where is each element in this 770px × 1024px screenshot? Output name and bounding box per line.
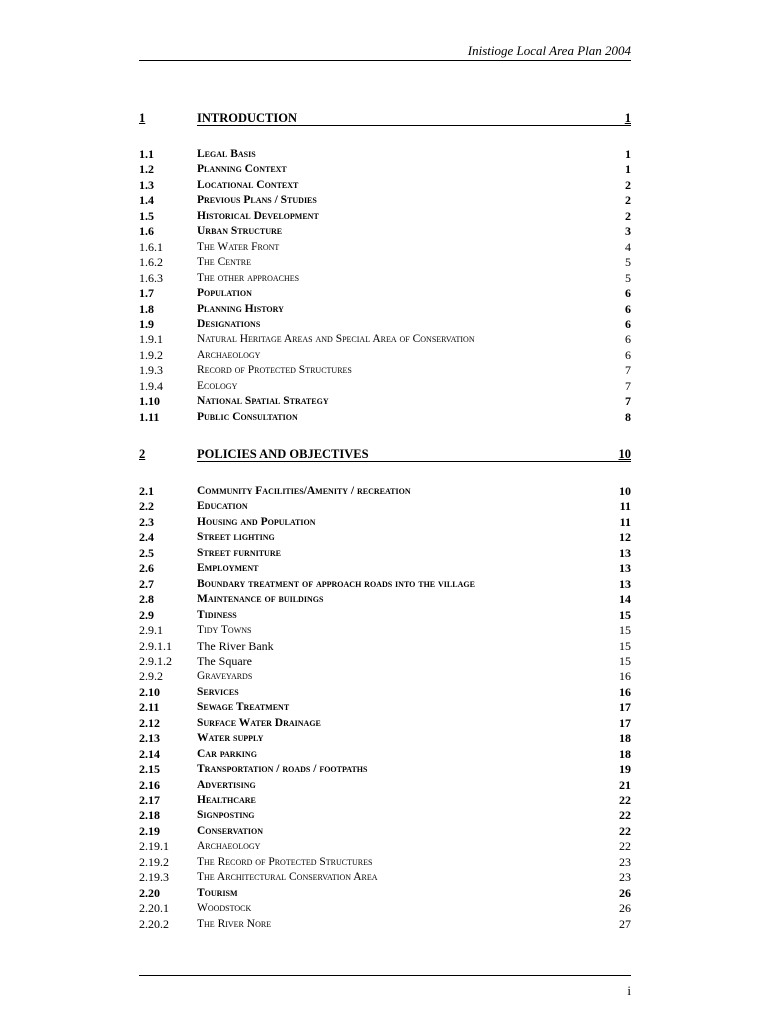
entry-number: 1.2: [139, 162, 154, 177]
toc-entry[interactable]: [139, 870, 631, 885]
entry-title: Graveyards: [197, 670, 253, 683]
entry-number: 2.9.1.2: [139, 653, 172, 668]
chapter-2-heading[interactable]: [139, 446, 631, 462]
entry-number: 1.11: [139, 409, 160, 424]
toc-entry[interactable]: [139, 530, 631, 545]
entry-title: Maintenance of buildings: [197, 593, 324, 606]
entry-page: 22: [619, 839, 631, 854]
toc-entry[interactable]: [139, 394, 631, 409]
entry-title: Natural Heritage Areas and Special Area of Conservation: [197, 333, 475, 346]
entry-number: 2.5: [139, 545, 154, 560]
toc-entry[interactable]: [139, 592, 631, 607]
entry-page: 6: [625, 347, 631, 362]
entry-number: 1.9: [139, 316, 154, 331]
entry-page: 12: [619, 530, 631, 545]
toc-entry[interactable]: [139, 824, 631, 839]
entry-page: 23: [619, 854, 631, 869]
entry-page: 15: [619, 623, 631, 638]
chapter-1-heading[interactable]: [139, 110, 631, 126]
entry-page: 17: [619, 715, 631, 730]
entry-page: 3: [625, 224, 631, 239]
toc-entry[interactable]: [139, 209, 631, 224]
toc-entry[interactable]: [139, 271, 631, 286]
entry-number: 2.19.1: [139, 839, 169, 854]
entry-page: 11: [619, 499, 631, 514]
entry-number: 2.7: [139, 576, 154, 591]
entry-number: 2.2: [139, 499, 154, 514]
toc-entry[interactable]: [139, 499, 631, 514]
entry-title: Locational Context: [197, 178, 299, 191]
entry-number: 1.6.3: [139, 270, 163, 285]
entry-page: 17: [619, 700, 631, 715]
entry-page: 6: [625, 316, 631, 331]
entry-title: Transportation / roads / footpaths: [197, 763, 368, 776]
entry-page: 7: [625, 378, 631, 393]
entry-page: 7: [625, 394, 631, 409]
entry-page: 6: [625, 332, 631, 347]
entry-title: Tidiness: [197, 608, 237, 621]
entry-title: The Architectural Conservation Area: [197, 871, 378, 884]
entry-page: 23: [619, 870, 631, 885]
entry-number: 1.1: [139, 147, 154, 161]
entry-page: 11: [619, 514, 631, 529]
toc-entry[interactable]: [139, 778, 631, 793]
entry-title: Surface Water Drainage: [197, 716, 321, 729]
entry-page: 15: [619, 607, 631, 622]
toc-entry[interactable]: [139, 286, 631, 301]
entry-title: Community Facilities/Amenity / recreation: [197, 485, 411, 497]
entry-title: Planning Context: [197, 163, 287, 176]
entry-number: 1.8: [139, 301, 154, 316]
entry-number: 2.9.1.1: [139, 638, 172, 653]
entry-title: The other approaches: [197, 271, 300, 284]
chapter-page: 10: [618, 447, 631, 461]
entry-title: Street furniture: [197, 546, 281, 559]
toc-entry[interactable]: [139, 410, 631, 425]
chapter-number: 2: [139, 447, 146, 461]
chapter-number: 1: [139, 111, 146, 125]
toc-entry[interactable]: [139, 302, 631, 317]
document-title: Inistioge Local Area Plan 2004: [467, 43, 631, 58]
toc-entry[interactable]: [139, 255, 631, 270]
toc-entry[interactable]: [139, 716, 631, 731]
entry-page: 8: [625, 409, 631, 424]
entry-number: 1.3: [139, 177, 154, 192]
entry-title: Archaeology: [197, 348, 261, 361]
entry-number: 1.6.2: [139, 255, 163, 270]
entry-page: 21: [619, 777, 631, 792]
entry-number: 2.13: [139, 731, 160, 746]
entry-title: Population: [197, 287, 252, 300]
toc-entry[interactable]: [139, 240, 631, 255]
entry-title: The Record of Protected Structures: [197, 855, 373, 868]
entry-title: Woodstock: [197, 902, 252, 915]
toc-entry[interactable]: [139, 363, 631, 378]
entry-title: Historical Development: [197, 209, 319, 222]
entry-number: 2.20: [139, 885, 160, 900]
toc-entry[interactable]: [139, 685, 631, 700]
entry-page: 18: [619, 731, 631, 746]
entry-page: 7: [625, 363, 631, 378]
entry-title: Legal Basis: [197, 148, 256, 160]
entry-page: 22: [619, 793, 631, 807]
entry-number: 2.20.2: [139, 916, 169, 931]
entry-title: Signposting: [197, 809, 255, 822]
entry-title: Services: [197, 685, 239, 698]
toc-entry[interactable]: [139, 654, 631, 669]
entry-title: The Water Front: [197, 240, 280, 253]
entry-title: Previous Plans / Studies: [197, 194, 317, 207]
entry-title: Tourism: [197, 886, 238, 899]
entry-page: 13: [619, 545, 631, 560]
entry-number: 2.9: [139, 607, 154, 622]
footer-rule: [139, 975, 631, 976]
toc-entry[interactable]: [139, 762, 631, 777]
entry-page: 18: [619, 746, 631, 761]
entry-page: 15: [619, 638, 631, 653]
entry-number: 1.9.4: [139, 378, 163, 393]
toc-entry[interactable]: [139, 348, 631, 363]
toc-entry[interactable]: [139, 515, 631, 530]
entry-number: 2.1: [139, 484, 154, 498]
toc-entry[interactable]: [139, 731, 631, 746]
entry-title: Water supply: [197, 732, 264, 745]
entry-title: Tidy Towns: [197, 624, 252, 637]
toc-entry[interactable]: [139, 317, 631, 332]
entry-number: 2.18: [139, 808, 160, 823]
entry-title: Housing and Population: [197, 515, 316, 528]
entry-number: 2.19.2: [139, 854, 169, 869]
entry-number: 1.10: [139, 394, 160, 409]
entry-number: 1.9.1: [139, 332, 163, 347]
running-header: [139, 44, 631, 61]
entry-title: Urban Structure: [197, 225, 283, 238]
entry-page: 19: [619, 762, 631, 777]
entry-title: National Spatial Strategy: [197, 395, 329, 408]
toc-entry[interactable]: [139, 147, 631, 162]
entry-number: 1.7: [139, 286, 154, 301]
toc-entry[interactable]: [139, 224, 631, 239]
toc-entry[interactable]: [139, 484, 631, 499]
entry-number: 2.17: [139, 793, 160, 807]
toc-entry[interactable]: [139, 700, 631, 715]
chapter-title: INTRODUCTION: [197, 110, 631, 126]
entry-page: 6: [625, 286, 631, 301]
entry-page: 2: [625, 177, 631, 192]
entry-title: Street lighting: [197, 531, 275, 544]
entry-title: Ecology: [197, 379, 238, 392]
entry-number: 2.9.2: [139, 669, 163, 684]
toc-entry[interactable]: [139, 839, 631, 854]
entry-number: 1.9.2: [139, 347, 163, 362]
entry-title: The River Nore: [197, 917, 272, 930]
entry-title: Planning History: [197, 302, 284, 315]
entry-title: The Centre: [197, 256, 252, 269]
entry-page: 2: [625, 193, 631, 208]
entry-title: Advertising: [197, 778, 256, 791]
entry-number: 2.4: [139, 530, 154, 545]
entry-page: 27: [619, 916, 631, 931]
toc-entry[interactable]: [139, 178, 631, 193]
page-number: i: [627, 983, 631, 998]
entry-title: Designations: [197, 317, 261, 330]
entry-number: 2.16: [139, 777, 160, 792]
entry-number: 1.6: [139, 224, 154, 239]
toc-entry[interactable]: [139, 747, 631, 762]
entry-number: 2.11: [139, 700, 160, 715]
toc-entry[interactable]: [139, 855, 631, 870]
toc-entry[interactable]: [139, 193, 631, 208]
toc-entry[interactable]: [139, 332, 631, 347]
entry-page: 2: [625, 208, 631, 223]
entry-title: Employment: [197, 562, 259, 575]
entry-page: 22: [619, 823, 631, 838]
entry-page: 10: [619, 484, 631, 498]
entry-number: 2.12: [139, 715, 160, 730]
chapter-page: 1: [624, 111, 631, 125]
entry-page: 6: [625, 301, 631, 316]
toc-entry[interactable]: [139, 793, 631, 808]
entry-number: 2.20.1: [139, 901, 169, 916]
toc-entry[interactable]: [139, 808, 631, 823]
toc-entry[interactable]: [139, 639, 631, 654]
entry-title: Car parking: [197, 747, 257, 760]
entry-page: 26: [619, 885, 631, 900]
toc-entry[interactable]: [139, 901, 631, 916]
entry-number: 2.15: [139, 762, 160, 777]
entry-title: Public Consultation: [197, 410, 298, 423]
entry-title: Conservation: [197, 824, 263, 837]
entry-page: 22: [619, 808, 631, 823]
entry-number: 2.3: [139, 514, 154, 529]
entry-number: 1.5: [139, 208, 154, 223]
entry-number: 2.6: [139, 561, 154, 576]
entry-title: Boundary treatment of approach roads into the village: [197, 577, 475, 590]
toc-entry[interactable]: [139, 886, 631, 901]
entry-title: Healthcare: [197, 794, 256, 806]
toc-entry[interactable]: [139, 917, 631, 932]
chapter-title: POLICIES AND OBJECTIVES: [197, 446, 631, 462]
toc-entry[interactable]: [139, 669, 631, 684]
entry-number: 1.9.3: [139, 363, 163, 378]
entry-page: 16: [619, 684, 631, 699]
entry-title: Archaeology: [197, 840, 261, 853]
entry-number: 1.4: [139, 193, 154, 208]
entry-number: 2.14: [139, 746, 160, 761]
entry-page: 26: [619, 901, 631, 916]
entry-page: 4: [625, 239, 631, 254]
entry-number: 2.19.3: [139, 870, 169, 885]
toc-entry[interactable]: [139, 561, 631, 576]
entry-number: 1.6.1: [139, 239, 163, 254]
toc-entry[interactable]: [139, 577, 631, 592]
entry-number: 2.8: [139, 592, 154, 607]
toc-entry[interactable]: [139, 162, 631, 177]
entry-page: 15: [619, 653, 631, 668]
entry-number: 2.10: [139, 684, 160, 699]
entry-title: Education: [197, 500, 248, 513]
entry-page: 5: [625, 270, 631, 285]
entry-title: The Square: [197, 653, 252, 668]
entry-title: The River Bank: [197, 638, 274, 653]
entry-title: Record of Protected Structures: [197, 364, 352, 377]
toc-entry[interactable]: [139, 608, 631, 623]
entry-page: 16: [619, 669, 631, 684]
entry-title: Sewage Treatment: [197, 701, 290, 714]
toc-entry[interactable]: [139, 623, 631, 638]
entry-page: 1: [625, 147, 631, 161]
entry-page: 1: [625, 162, 631, 177]
entry-number: 2.19: [139, 823, 160, 838]
entry-number: 2.9.1: [139, 623, 163, 638]
entry-page: 14: [619, 592, 631, 607]
entry-page: 13: [619, 561, 631, 576]
toc-entry[interactable]: [139, 546, 631, 561]
entry-page: 5: [625, 255, 631, 270]
toc-entry[interactable]: [139, 379, 631, 394]
entry-page: 13: [619, 576, 631, 591]
